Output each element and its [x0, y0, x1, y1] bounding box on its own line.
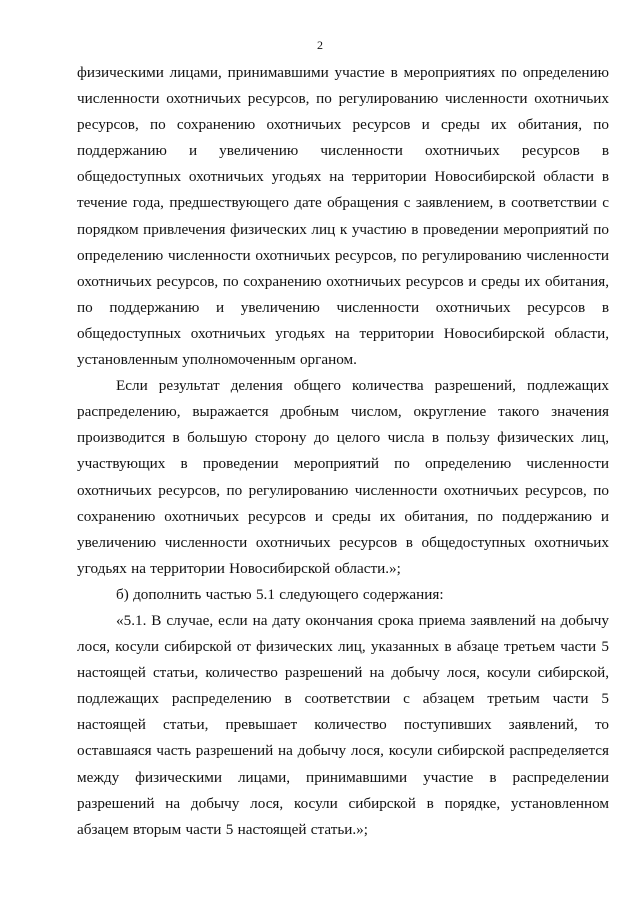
paragraph-amendment-b: б) дополнить частью 5.1 следующего содержания:: [116, 585, 444, 603]
page-number: 2: [317, 38, 323, 52]
paragraph-continuation: физическими лицами, принимавшими участие в мероприятиях по определению численности охотничьих ресурсов, по регулированию численности охотничьих ресурсов, по сохранению охотничьих ресурсов и среды их обитания, по поддержанию и увеличению численности охотничьих ресурсов в общедоступных охотничьих угодьях на территории Новосибирской области в течение года, предшествующего дате обращения с заявлением, в соответствии с порядком привлечения физических лиц к участию в проведении мероприятий по определению численности охотничьих ресурсов, по регулированию численности охотничьих ресурсов, по сохранению охотничьих ресурсов и среды их обитания, по поддержанию и увеличению численности охотничьих ресурсов в общедоступных охотничьих угодьях на территории Новосибирской области, установленным уполномоченным органом.: [77, 64, 609, 369]
paragraph-part-5-1: «5.1. В случае, если на дату окончания срока приема заявлений на добычу лося, косули сибирской от физических лиц, указанных в абзаце третьем части 5 настоящей статьи, количество разрешений на добычу лося, косули сибирской, подлежащих распределению в соответствии с абзацем третьим части 5 настоящей статьи, превышает количество поступивших заявлений, то оставшаяся часть разрешений на добычу лося, косули сибирской распределяется между физическими лицами, принимавшими участие в распределении разрешений на добычу лося, косули сибирской в порядке, установленном абзацем вторым части 5 настоящей статьи.»;: [77, 611, 609, 838]
document-body: [77, 60, 609, 843]
paragraph-rounding-rule: Если результат деления общего количества разрешений, подлежащих распределению, выражается дробным числом, округление такого значения производится в большую сторону до целого числа в пользу физических лиц, участвующих в проведении мероприятий по определению численности охотничьих ресурсов, по регулированию численности охотничьих ресурсов, по сохранению охотничьих ресурсов и среды их обитания, по поддержанию и увеличению численности охотничьих ресурсов в общедоступных охотничьих угодьях на территории Новосибирской области.»;: [77, 377, 609, 577]
